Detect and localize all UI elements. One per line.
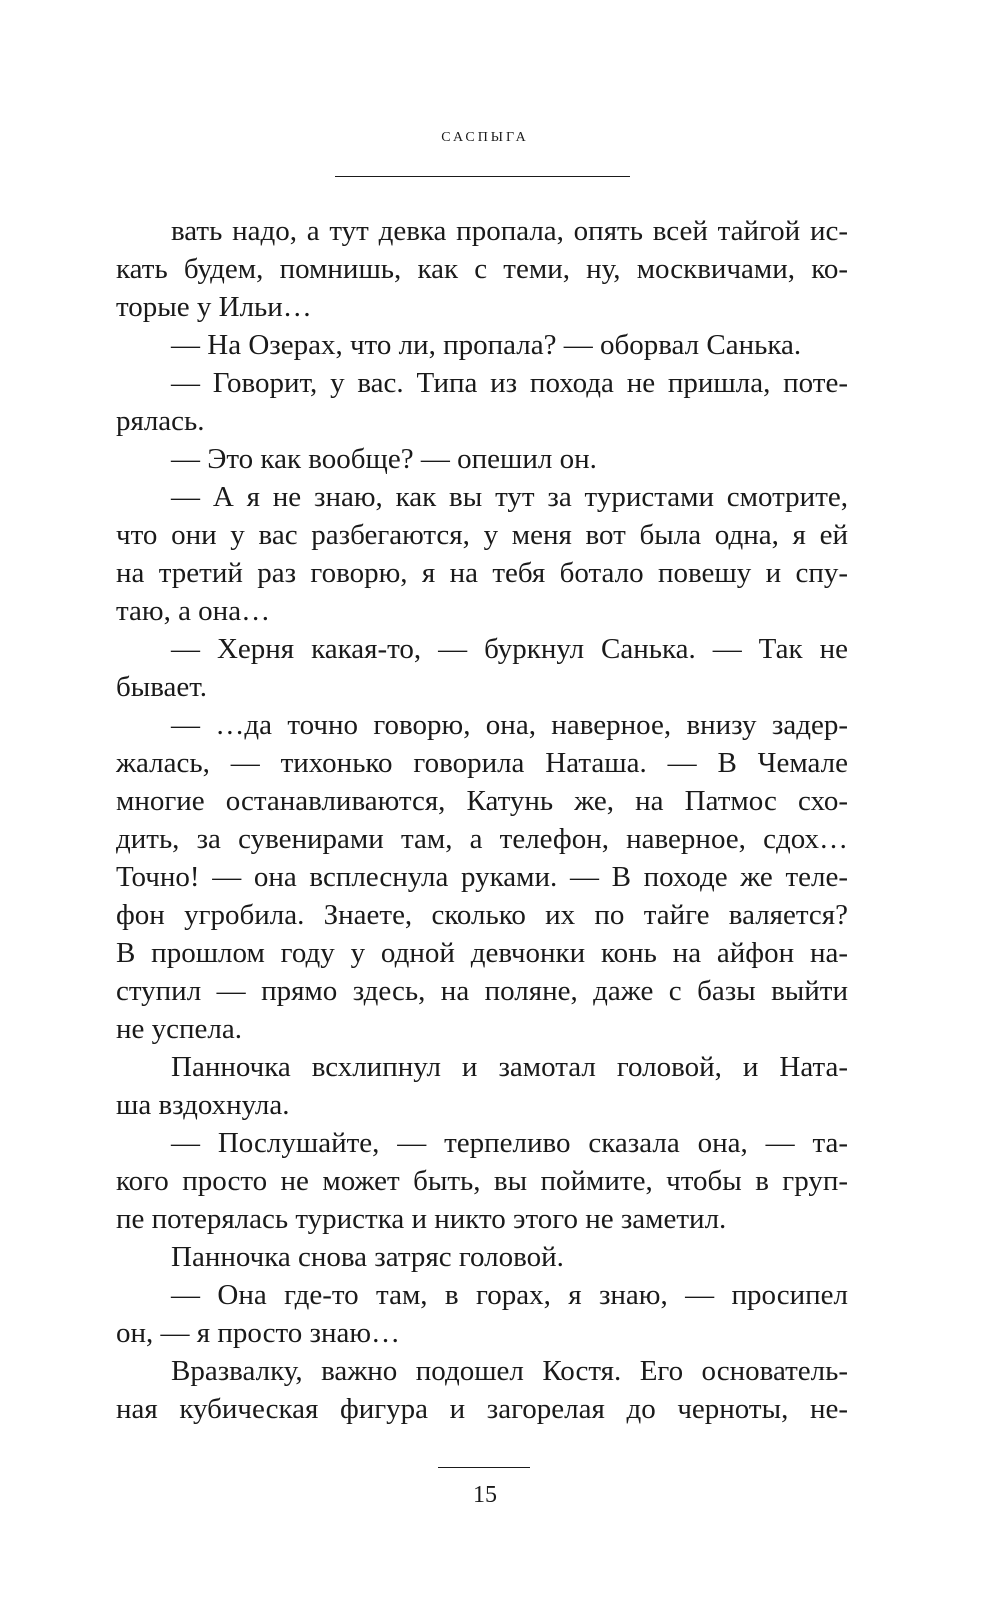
text-line: рялась. (116, 405, 205, 437)
text-line: В прошлом году у одной девчонки конь на айфон на- (116, 937, 848, 969)
text-line: торые у Ильи… (116, 291, 312, 323)
text-line: жалась, — тихонько говорила Наташа. — В Чемале (116, 747, 848, 779)
text-line: многие останавливаются, Катунь же, на Патмос схо- (116, 785, 848, 817)
text-line: Панночка снова затряс головой. (171, 1241, 564, 1273)
text-line: таю, а она… (116, 595, 271, 627)
text-line: ная кубическая фигура и загорелая до черноты, не- (116, 1393, 848, 1425)
text-line: пе потерялась туристка и никто этого не заметил. (116, 1203, 727, 1235)
running-head-title: саспыга (441, 124, 529, 146)
footer-rule (438, 1467, 530, 1468)
text-line: ступил — прямо здесь, на поляне, даже с базы выйти (116, 975, 848, 1007)
text-line: на третий раз говорю, я на тебя ботало повешу и спу- (116, 557, 848, 589)
text-line: — Херня какая-то, — буркнул Санька. — Так не (171, 633, 848, 665)
text-line: не успела. (116, 1013, 242, 1045)
text-line: — …да точно говорю, она, наверное, внизу задер- (171, 709, 848, 741)
text-line: — А я не знаю, как вы тут за туристами смотрите, (171, 481, 848, 513)
text-line: — Говорит, у вас. Типа из похода не пришла, поте- (171, 367, 848, 399)
text-line: кать будем, помнишь, как с теми, ну, москвичами, ко- (116, 253, 848, 285)
text-line: ша вздохнула. (116, 1089, 290, 1121)
body-text (116, 212, 848, 1428)
text-line: Точно! — она всплеснула руками. — В походе же теле- (116, 861, 848, 893)
text-line: Панночка всхлипнул и замотал головой, и Ната- (171, 1051, 848, 1083)
text-line: что они у вас разбегаются, у меня вот была одна, я ей (116, 519, 848, 551)
text-line: бывает. (116, 671, 208, 703)
text-line: — Послушайте, — терпеливо сказала она, — та- (171, 1127, 848, 1159)
text-line: он, — я просто знаю… (116, 1317, 401, 1349)
header-rule (335, 176, 630, 177)
text-line: вать надо, а тут девка пропала, опять всей тайгой ис- (171, 215, 848, 247)
text-line: — Она где-то там, в горах, я знаю, — просипел (171, 1279, 848, 1311)
text-line: кого просто не может быть, вы поймите, чтобы в груп- (116, 1165, 848, 1197)
text-line: дить, за сувенирами там, а телефон, наверное, сдох… (116, 823, 848, 855)
text-line: — Это как вообще? — опешил он. (171, 443, 597, 475)
page-number: 15 (473, 1482, 497, 1508)
text-line: фон угробила. Знаете, сколько их по тайге валяется? (116, 899, 848, 931)
text-line: — На Озерах, что ли, пропала? — оборвал Санька. (171, 329, 802, 361)
text-line: Вразвалку, важно подошел Костя. Его основатель- (171, 1355, 848, 1387)
